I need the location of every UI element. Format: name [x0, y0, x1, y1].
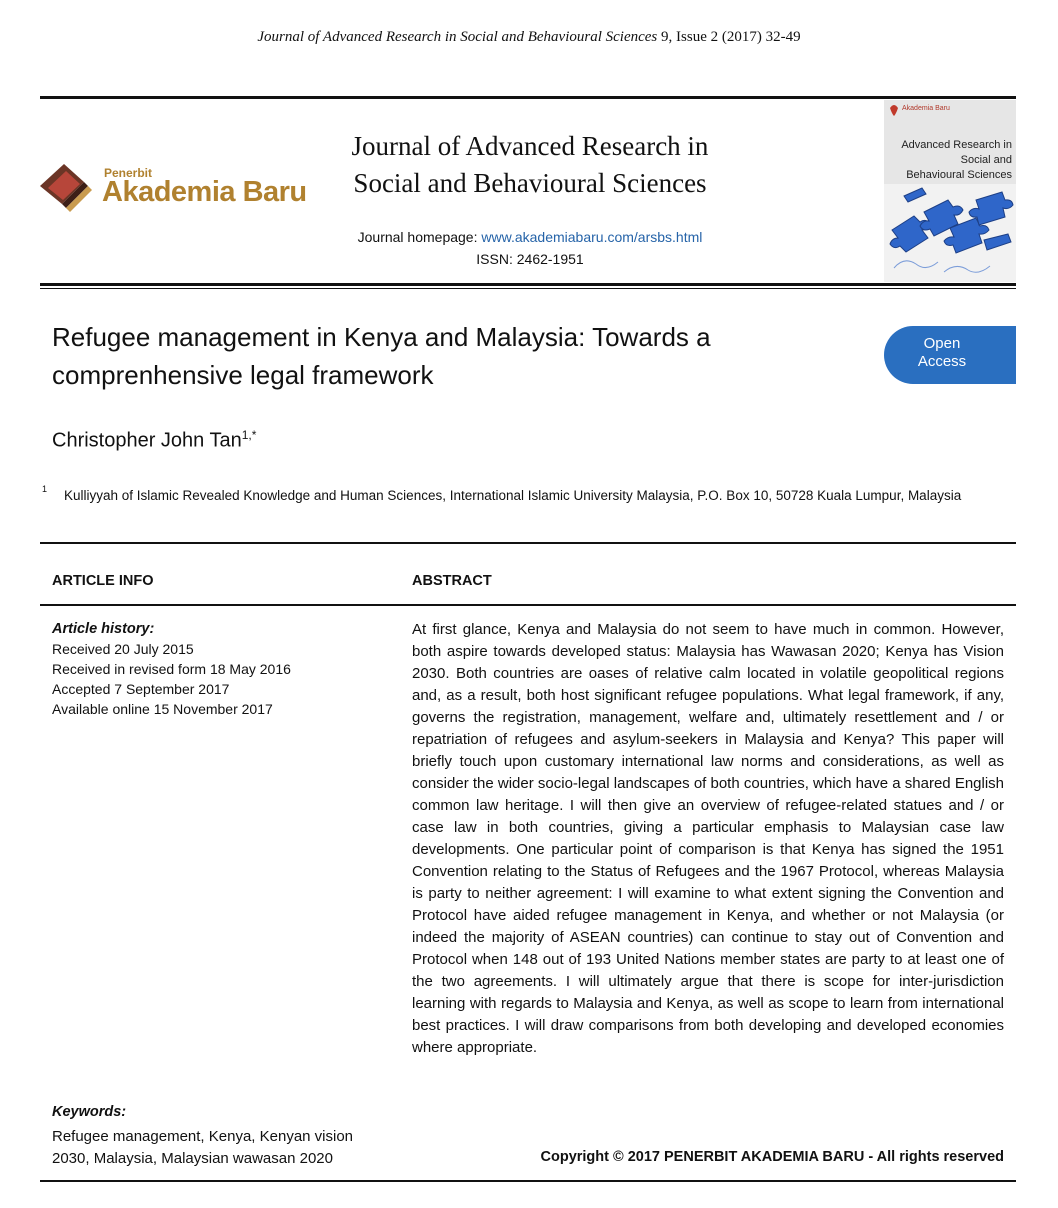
journal-title-line1: Journal of Advanced Research in: [351, 131, 709, 161]
abstract-heading: ABSTRACT: [412, 573, 492, 589]
article-title: Refugee management in Kenya and Malaysia: Towards a comprenhensive legal framework: [52, 322, 711, 390]
header-bottom-thin-rule: [40, 288, 1016, 289]
history-heading: Article history:: [52, 621, 155, 637]
history-item: Available online 15 November 2017: [52, 701, 273, 717]
journal-title: [300, 128, 760, 202]
affiliation-number: 1: [42, 484, 48, 494]
logo-small-text: Penerbit: [104, 166, 153, 180]
cover-title: [901, 138, 1012, 183]
section-top-rule: [40, 542, 1016, 544]
history-item: Received 20 July 2015: [52, 641, 194, 657]
cover-art: [884, 100, 1016, 282]
history-item: Accepted 7 September 2017: [52, 681, 230, 697]
article-info-bottom-rule: [40, 1180, 403, 1182]
open-access-line2: Access: [917, 353, 967, 370]
article-info-rule: [40, 604, 403, 606]
open-access-text: [884, 335, 1000, 371]
journal-title-line2: Social and Behavioural Sciences: [353, 168, 707, 198]
author: [52, 428, 256, 453]
history-item: Received in revised form 18 May 2016: [52, 661, 291, 677]
article-info-heading: ARTICLE INFO: [52, 573, 154, 589]
running-head-journal: Journal of Advanced Research in Social and Behavioural Sciences: [257, 29, 658, 45]
running-head: [0, 29, 1058, 46]
keywords-list: Refugee management, Kenya, Kenyan vision 2030, Malaysia, Malaysian wawasan 2020: [52, 1128, 354, 1167]
homepage-label: Journal homepage:: [357, 229, 482, 245]
cover-title-line: Social and: [960, 154, 1012, 166]
abstract-bottom-rule: [403, 1180, 1016, 1182]
homepage-link[interactable]: www.akademiabaru.com/arsbs.html: [481, 229, 703, 245]
affiliation: Kulliyyah of Islamic Revealed Knowledge and Human Sciences, International Islamic University Malaysia, P.O. Box 10, 50728 Kuala Lumpur, Malaysia: [64, 488, 962, 503]
book-logo-icon: [40, 160, 106, 220]
copyright: Copyright © 2017 PENERBIT AKADEMIA BARU - All rights reserved: [540, 1149, 1004, 1165]
abstract-rule: [403, 604, 1016, 606]
header-bottom-rule: [40, 283, 1016, 286]
journal-homepage: [300, 229, 760, 245]
issn: ISSN: 2462-1951: [476, 251, 584, 267]
abstract-text: At first glance, Kenya and Malaysia do not seem to have much in common. However, both aspire towards developed status: Malaysia has Wawasan 2020; Kenya has Vision 2030. Both countries are oases of relative calm located in volatile geopolitical regions and, as a result, both host significant refugee populations. What legal framework, if any, governs the registration, management, welfare and, ultimately resettlement and / or repatriation of refugees and asylum-seekers in Malaysia and Kenya? This paper will briefly touch upon customary international law norms and considerations, as well as consider the wider socio-legal landscapes of both countries, which have a shared English common law heritage. I will then give an overview of refugee-related statues and / or case law in both countries, giving a particular emphasis to Malaysian case law developments. One particular point of comparison is that Kenya has signed the 1951 Convention relating to the Status of Refugees and the 1967 Protocol, whereas Malaysia is party to neither agreement: I will examine to what extent signing the Convention and Protocol have aided refugee management in Kenya, and whether or not Malaysia (or indeed the majority of ASEAN countries) can continue to stay out of Convention and Protocol when 148 out of 193 United Nations member states are party to at least one of the two agreements. I will ultimately argue that there is scope for inter-jurisdiction learning with regards to Malaysia and Kenya, as well as scope to learn from international best practices. I will draw comparisons from both developing and developed economies where appropriate.: [412, 621, 1005, 1056]
open-access-badge: [884, 326, 1016, 384]
open-access-line1: Open: [923, 335, 961, 352]
journal-cover: [884, 100, 1016, 282]
author-superscript: 1,*: [241, 428, 257, 442]
cover-title-line: Behavioural Sciences: [906, 169, 1012, 181]
header-top-rule: [40, 96, 1016, 99]
cover-logo-text: Akademia Baru: [902, 105, 950, 112]
cover-title-line: Advanced Research in: [901, 139, 1012, 151]
running-head-citation: 9, Issue 2 (2017) 32-49: [657, 29, 801, 45]
author-name: Christopher John Tan: [52, 429, 242, 452]
keywords-heading: Keywords:: [52, 1104, 127, 1120]
logo-name: Akademia Baru: [102, 176, 307, 208]
